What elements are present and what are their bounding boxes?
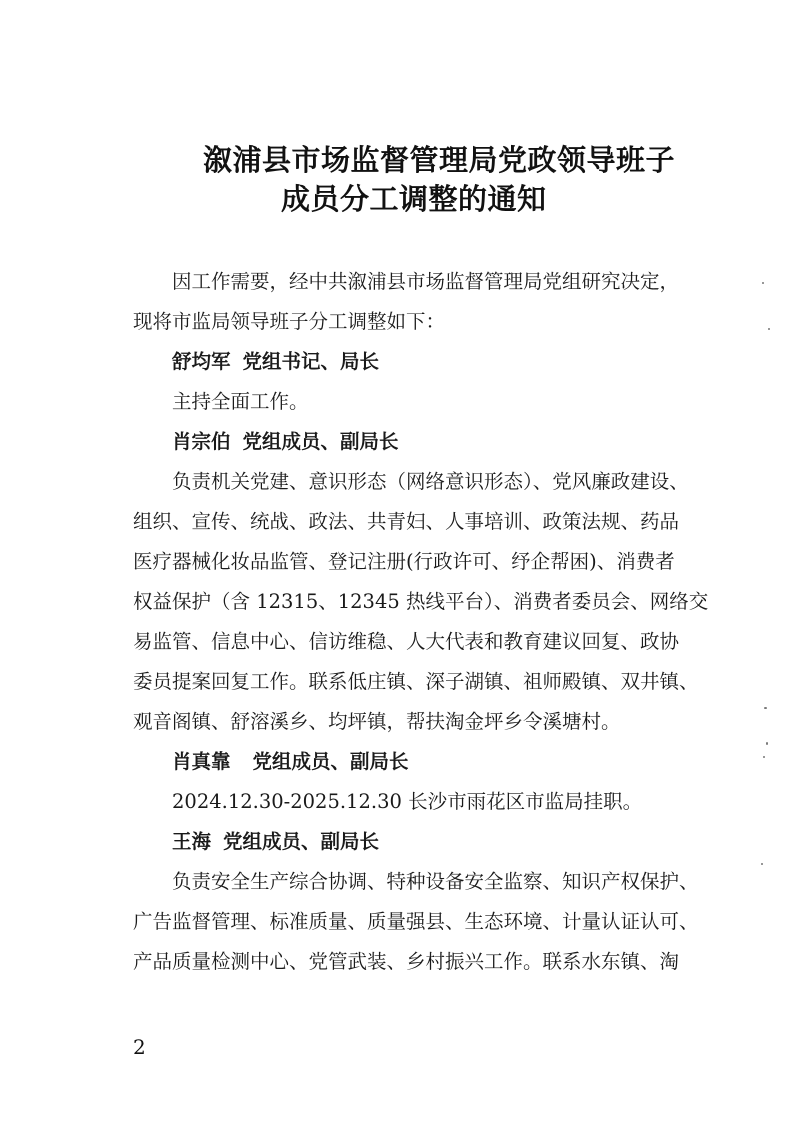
member-duty-line: 委员提案回复工作。联系低庄镇、深子湖镇、祖师殿镇、双井镇、 xyxy=(133,670,699,693)
member-duty-line: 广告监督管理、标准质量、质量强县、生态环境、计量认证认可、 xyxy=(133,910,699,933)
document-title-line-2: 成员分工调整的通知 xyxy=(281,182,547,216)
member-heading xyxy=(133,342,732,382)
member-duty-line: 主持全面工作。 xyxy=(172,390,309,413)
member-position: 党组成员、副局长 xyxy=(242,430,399,453)
member-name: 肖宗伯 xyxy=(172,430,231,453)
member-duty-line: 负责安全生产综合协调、特种设备安全监察、知识产权保护、 xyxy=(172,870,699,893)
intro-line-2: 现将市监局领导班子分工调整如下： xyxy=(133,310,446,333)
member-name: 王海 xyxy=(172,830,212,853)
member-duty-line: 产品质量检测中心、党管武装、乡村振兴工作。联系水东镇、淘 xyxy=(133,950,680,973)
member-duty-line: 负责机关党建、意识形态（网络意识形态）、党风廉政建设、 xyxy=(172,470,689,493)
page-number: 2 xyxy=(133,1035,146,1059)
scan-speck xyxy=(761,863,763,865)
scan-speck xyxy=(762,282,764,284)
member-heading xyxy=(133,822,732,862)
member-position: 党组书记、局长 xyxy=(242,350,380,373)
document-title-line-1: 溆浦县市场监督管理局党政领导班子 xyxy=(203,143,676,177)
member-duty-line: 医疗器械化妆品监管、登记注册(行政许可、纾企帮困)、消费者 xyxy=(133,550,675,573)
member-duty-line: 组织、宣传、统战、政法、共青妇、人事培训、政策法规、药品 xyxy=(133,510,680,533)
member-duty-line: 易监管、信息中心、信访维稳、人大代表和教育建议回复、政协 xyxy=(133,630,680,653)
member-name: 肖真靠 xyxy=(172,750,231,773)
scan-speck xyxy=(768,328,770,330)
scan-speck xyxy=(764,707,767,709)
scan-speck xyxy=(763,756,765,758)
scan-speck xyxy=(766,742,768,745)
member-name: 舒均军 xyxy=(172,350,231,373)
member-heading xyxy=(133,422,732,462)
member-duty-line: 权益保护（含 12315、12345 热线平台）、消费者委员会、网络交 xyxy=(133,590,709,613)
member-position: 党组成员、副局长 xyxy=(223,830,380,853)
member-heading xyxy=(133,742,732,782)
member-position: 党组成员、副局长 xyxy=(252,750,409,773)
intro-line-1: 因工作需要，经中共溆浦县市场监督管理局党组研究决定， xyxy=(172,270,680,293)
member-duty-line: 观音阁镇、舒溶溪乡、均坪镇，帮扶淘金坪乡令溪塘村。 xyxy=(133,710,621,733)
member-duty-line: 2024.12.30-2025.12.30 长沙市雨花区市监局挂职。 xyxy=(172,790,643,813)
